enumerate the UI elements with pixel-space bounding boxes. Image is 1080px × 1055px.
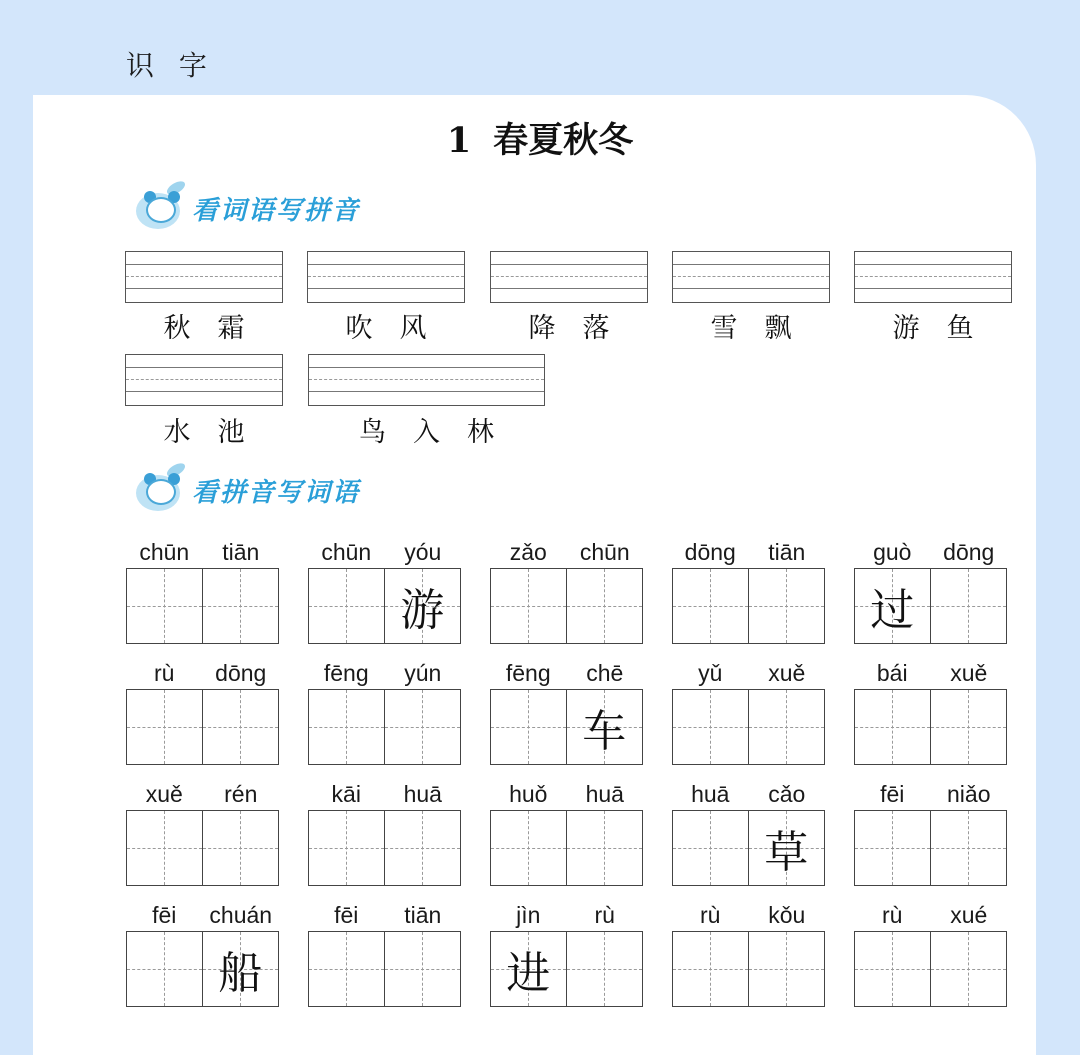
tianzige-cell[interactable]	[749, 568, 826, 644]
word-grid-group	[126, 778, 279, 886]
pinyin-writing-box[interactable]	[125, 354, 283, 406]
pinyin-label: chūn	[579, 539, 630, 565]
pinyin-label: xuě	[950, 660, 988, 686]
word-label: 降 落	[528, 313, 610, 344]
pinyin-label: rù	[154, 660, 175, 686]
tianzige-pair	[308, 568, 461, 644]
pinyin-row	[308, 536, 461, 566]
pinyin-label: jìn	[516, 902, 541, 928]
pinyin-label: xuě	[768, 660, 806, 686]
word-grid-group	[672, 536, 825, 644]
pinyin-label: fēng	[323, 660, 369, 686]
tianzige-pair	[126, 810, 279, 886]
tianzige-cell[interactable]	[385, 568, 462, 644]
tianzige-cell[interactable]	[308, 931, 385, 1007]
prefilled-character: 进	[506, 948, 551, 999]
tianzige-pair	[854, 689, 1007, 765]
word-grid-group	[854, 536, 1007, 644]
pinyin-label: fēng	[505, 660, 551, 686]
pinyin-label: fēi	[152, 902, 177, 928]
pinyin-writing-box[interactable]	[125, 251, 283, 303]
pinyin-label: fēi	[880, 781, 905, 807]
tianzige-cell[interactable]	[126, 568, 203, 644]
pinyin-label: guò	[873, 539, 912, 565]
tianzige-pair	[126, 568, 279, 644]
tianzige-cell[interactable]	[567, 689, 644, 765]
tianzige-pair	[308, 810, 461, 886]
word-grid-group	[308, 657, 461, 765]
tianzige-cell[interactable]	[490, 931, 567, 1007]
word-label: 吹 风	[345, 313, 427, 344]
section1-header	[130, 183, 360, 233]
word-grid-group	[308, 778, 461, 886]
lesson-number: 1	[446, 120, 472, 161]
pinyin-label: dōng	[943, 539, 995, 565]
pinyin-row	[490, 536, 643, 566]
tianzige-cell[interactable]	[490, 810, 567, 886]
pinyin-label: xuě	[145, 781, 183, 807]
tianzige-cell[interactable]	[854, 810, 931, 886]
pinyin-row	[490, 778, 643, 808]
pinyin-row	[672, 657, 825, 687]
pinyin-label: yún	[404, 660, 442, 686]
word-grid-group	[490, 778, 643, 886]
pinyin-label: tiān	[404, 902, 442, 928]
word-grid-group	[490, 899, 643, 1007]
pinyin-label: rù	[882, 902, 903, 928]
tianzige-cell[interactable]	[567, 931, 644, 1007]
lesson-title	[0, 113, 1080, 163]
tianzige-pair	[126, 931, 279, 1007]
pinyin-label: tiān	[222, 539, 260, 565]
tianzige-pair	[490, 810, 643, 886]
tianzige-pair	[854, 810, 1007, 886]
pinyin-row	[126, 657, 279, 687]
tianzige-cell[interactable]	[203, 810, 280, 886]
tianzige-cell[interactable]	[567, 810, 644, 886]
pinyin-row	[854, 778, 1007, 808]
pinyin-label: kǒu	[768, 902, 806, 928]
tianzige-pair	[672, 931, 825, 1007]
pinyin-row	[308, 899, 461, 929]
tianzige-cell[interactable]	[749, 810, 826, 886]
panda-icon	[130, 183, 188, 233]
pinyin-label: chē	[586, 660, 624, 686]
tianzige-cell[interactable]	[931, 689, 1008, 765]
tianzige-cell[interactable]	[931, 931, 1008, 1007]
pinyin-row	[126, 899, 279, 929]
tianzige-cell[interactable]	[854, 689, 931, 765]
prefilled-character: 游	[400, 585, 445, 636]
tianzige-cell[interactable]	[672, 568, 749, 644]
pinyin-row	[672, 899, 825, 929]
pinyin-row	[490, 657, 643, 687]
pinyin-row	[126, 778, 279, 808]
pinyin-label: rù	[594, 902, 615, 928]
pinyin-label: dōng	[215, 660, 267, 686]
pinyin-label: fēi	[334, 902, 359, 928]
pinyin-label: rén	[224, 781, 258, 807]
prefilled-character: 船	[218, 948, 263, 999]
word-grid-group	[126, 657, 279, 765]
prefilled-character: 过	[870, 585, 915, 636]
pinyin-row	[672, 536, 825, 566]
tianzige-cell[interactable]	[854, 931, 931, 1007]
prefilled-character: 车	[582, 706, 627, 757]
word-label: 游 鱼	[892, 313, 974, 344]
pinyin-row	[854, 657, 1007, 687]
section2-header	[130, 465, 360, 515]
tianzige-cell[interactable]	[126, 810, 203, 886]
pinyin-label: xué	[950, 902, 988, 928]
word-grid-group	[672, 657, 825, 765]
word-grid-group	[854, 778, 1007, 886]
tianzige-cell[interactable]	[854, 568, 931, 644]
section2-title: 看拼音写词语	[192, 477, 361, 508]
tianzige-cell[interactable]	[308, 689, 385, 765]
word-label: 水 池	[163, 417, 245, 448]
tianzige-cell[interactable]	[749, 689, 826, 765]
pinyin-label: rù	[700, 902, 721, 928]
word-grid-group	[308, 899, 461, 1007]
word-grid-group	[854, 899, 1007, 1007]
tianzige-cell[interactable]	[490, 568, 567, 644]
pinyin-writing-box[interactable]	[490, 251, 648, 303]
pinyin-label: dōng	[684, 539, 736, 565]
word-grid-group	[672, 899, 825, 1007]
pinyin-label: kāi	[331, 781, 361, 807]
pinyin-label: huā	[403, 781, 442, 807]
tianzige-cell[interactable]	[385, 931, 462, 1007]
tianzige-cell[interactable]	[308, 810, 385, 886]
word-grid-group	[490, 536, 643, 644]
tianzige-cell[interactable]	[672, 810, 749, 886]
tianzige-cell[interactable]	[567, 568, 644, 644]
tianzige-cell[interactable]	[672, 689, 749, 765]
panda-icon	[130, 465, 188, 515]
tianzige-pair	[672, 689, 825, 765]
word-grid-group	[672, 778, 825, 886]
tianzige-cell[interactable]	[385, 689, 462, 765]
tianzige-pair	[854, 568, 1007, 644]
pinyin-label: yóu	[404, 539, 442, 565]
tianzige-pair	[126, 689, 279, 765]
pinyin-row	[672, 778, 825, 808]
tianzige-cell[interactable]	[490, 689, 567, 765]
word-label: 鸟 入 林	[359, 417, 494, 448]
word-grid-group	[126, 536, 279, 644]
tianzige-cell[interactable]	[308, 568, 385, 644]
pinyin-row	[854, 536, 1007, 566]
tianzige-cell[interactable]	[931, 568, 1008, 644]
pinyin-label: yǔ	[698, 660, 723, 686]
tianzige-cell[interactable]	[931, 810, 1008, 886]
pinyin-writing-box[interactable]	[854, 251, 1012, 303]
tianzige-pair	[854, 931, 1007, 1007]
pinyin-label: niǎo	[947, 781, 991, 807]
pinyin-label: huā	[585, 781, 624, 807]
unit-label: 识 字	[126, 49, 215, 82]
word-grid-group	[854, 657, 1007, 765]
word-label: 秋 霜	[163, 313, 245, 344]
word-label: 雪 飘	[710, 313, 792, 344]
tianzige-pair	[490, 568, 643, 644]
pinyin-label: cǎo	[768, 781, 806, 807]
tianzige-pair	[308, 689, 461, 765]
pinyin-writing-box[interactable]	[672, 251, 830, 303]
word-grid-group	[308, 536, 461, 644]
tianzige-cell[interactable]	[126, 689, 203, 765]
pinyin-row	[308, 657, 461, 687]
tianzige-pair	[308, 931, 461, 1007]
cropped-next-row	[0, 1016, 1080, 1028]
pinyin-label: huǒ	[509, 781, 548, 807]
tianzige-pair	[672, 568, 825, 644]
tianzige-cell[interactable]	[126, 931, 203, 1007]
tianzige-cell[interactable]	[749, 931, 826, 1007]
tianzige-cell[interactable]	[203, 931, 280, 1007]
pinyin-writing-box[interactable]	[307, 251, 465, 303]
prefilled-character: 草	[764, 827, 809, 878]
pinyin-writing-box[interactable]	[308, 354, 545, 406]
pinyin-label: tiān	[768, 539, 806, 565]
pinyin-row	[308, 778, 461, 808]
tianzige-cell[interactable]	[203, 568, 280, 644]
word-grid-group	[126, 899, 279, 1007]
tianzige-pair	[490, 689, 643, 765]
tianzige-cell[interactable]	[672, 931, 749, 1007]
pinyin-label: chūn	[321, 539, 372, 565]
section1-title: 看词语写拼音	[192, 195, 361, 226]
pinyin-label: bái	[876, 660, 908, 686]
tianzige-pair	[672, 810, 825, 886]
pinyin-row	[126, 536, 279, 566]
pinyin-row	[490, 899, 643, 929]
tianzige-pair	[490, 931, 643, 1007]
pinyin-label: chuán	[209, 902, 273, 928]
tianzige-cell[interactable]	[385, 810, 462, 886]
word-grid-group	[490, 657, 643, 765]
lesson-name: 春夏秋冬	[493, 120, 634, 161]
pinyin-label: huā	[691, 781, 730, 807]
pinyin-row	[854, 899, 1007, 929]
pinyin-label: zǎo	[509, 539, 547, 565]
pinyin-label: chūn	[139, 539, 190, 565]
tianzige-cell[interactable]	[203, 689, 280, 765]
